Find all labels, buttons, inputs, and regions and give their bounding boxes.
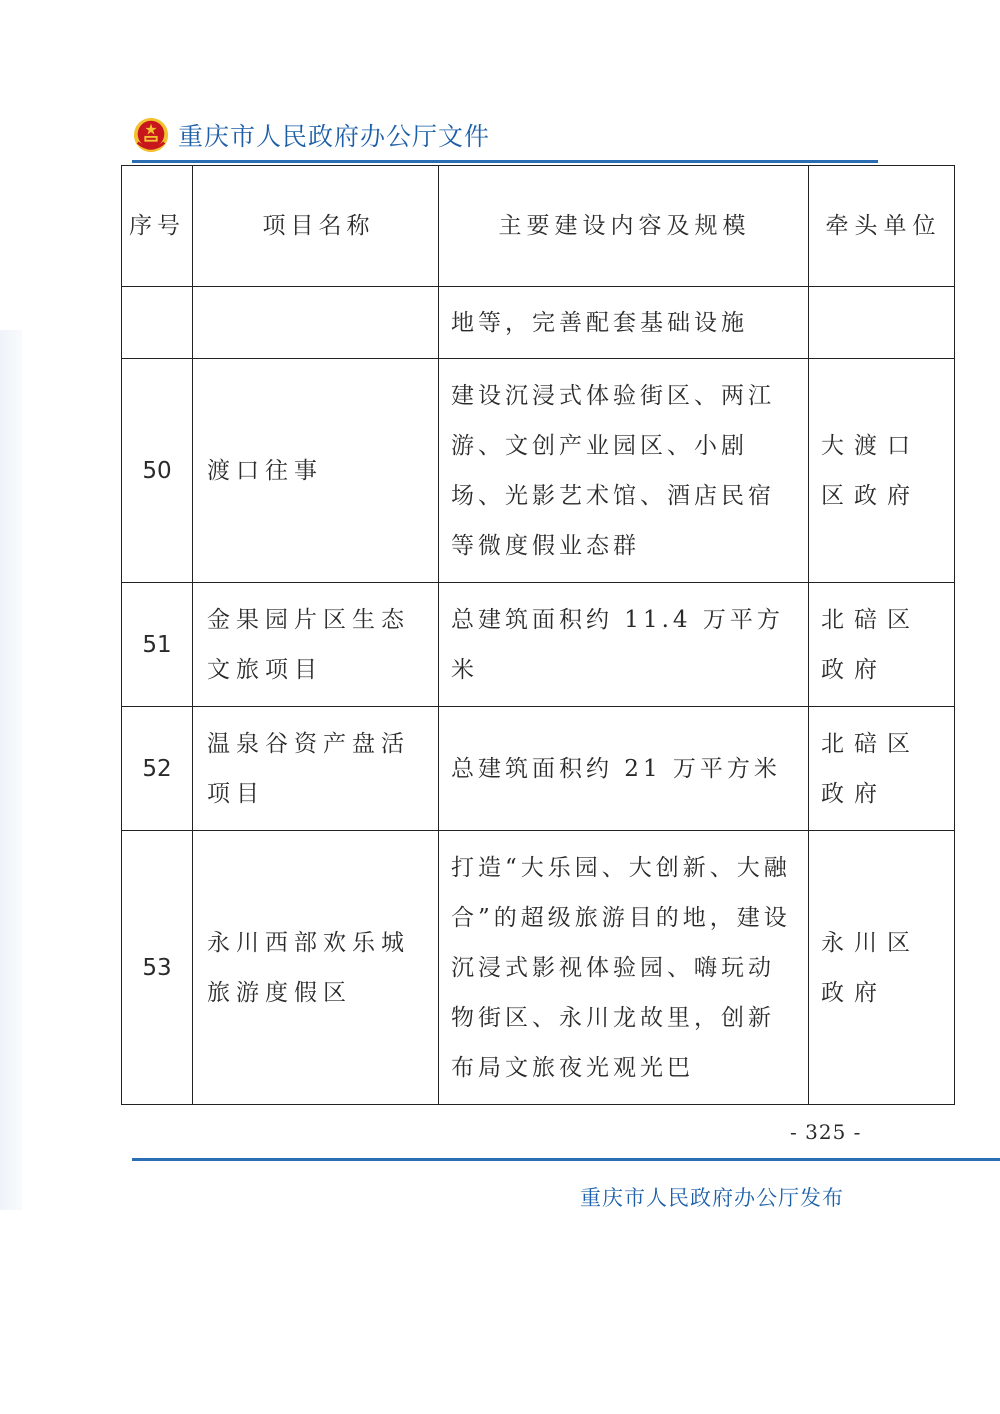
row-unit: 北碚区政府 bbox=[809, 583, 955, 707]
row-seq: 53 bbox=[122, 831, 193, 1105]
row-content: 地等，完善配套基础设施 bbox=[439, 287, 809, 359]
row-name: 金果园片区生态文旅项目 bbox=[193, 583, 439, 707]
row-name: 温泉谷资产盘活项目 bbox=[193, 707, 439, 831]
row-seq: 51 bbox=[122, 583, 193, 707]
row-unit bbox=[809, 287, 955, 359]
column-header-seq: 序号 bbox=[122, 166, 193, 287]
table-row bbox=[122, 707, 955, 831]
national-emblem-icon bbox=[132, 116, 170, 154]
header-divider bbox=[132, 160, 878, 163]
row-name bbox=[193, 287, 439, 359]
row-name: 渡口往事 bbox=[193, 359, 439, 583]
column-header-unit: 牵头单位 bbox=[809, 166, 955, 287]
row-seq: 50 bbox=[122, 359, 193, 583]
row-content: 总建筑面积约 21 万平方米 bbox=[439, 707, 809, 831]
column-header-content: 主要建设内容及规模 bbox=[439, 166, 809, 287]
column-header-name: 项目名称 bbox=[193, 166, 439, 287]
row-unit: 大渡口区政府 bbox=[809, 359, 955, 583]
table-row bbox=[122, 287, 955, 359]
row-content: 建设沉浸式体验街区、两江游、文创产业园区、小剧场、光影艺术馆、酒店民宿等微度假业态群 bbox=[439, 359, 809, 583]
table-row bbox=[122, 359, 955, 583]
left-margin-decoration bbox=[0, 330, 22, 1210]
row-seq: 52 bbox=[122, 707, 193, 831]
row-name: 永川西部欢乐城旅游度假区 bbox=[193, 831, 439, 1105]
row-unit: 北碚区政府 bbox=[809, 707, 955, 831]
row-unit: 永川区政府 bbox=[809, 831, 955, 1105]
table-row bbox=[122, 831, 955, 1105]
page-number: - 325 - bbox=[790, 1120, 862, 1144]
header-title: 重庆市人民政府办公厅文件 bbox=[178, 122, 491, 151]
footer-publisher: 重庆市人民政府办公厅发布 bbox=[580, 1186, 844, 1210]
row-content: 总建筑面积约 11.4 万平方米 bbox=[439, 583, 809, 707]
project-table bbox=[121, 165, 955, 1105]
table-header-row bbox=[122, 166, 955, 287]
table-row bbox=[122, 583, 955, 707]
document-header bbox=[132, 112, 490, 158]
footer-divider bbox=[132, 1158, 1000, 1161]
row-seq bbox=[122, 287, 193, 359]
row-content: 打造“大乐园、大创新、大融合”的超级旅游目的地，建设沉浸式影视体验园、嗨玩动物街区、永川龙故里，创新布局文旅夜光观光巴 bbox=[439, 831, 809, 1105]
